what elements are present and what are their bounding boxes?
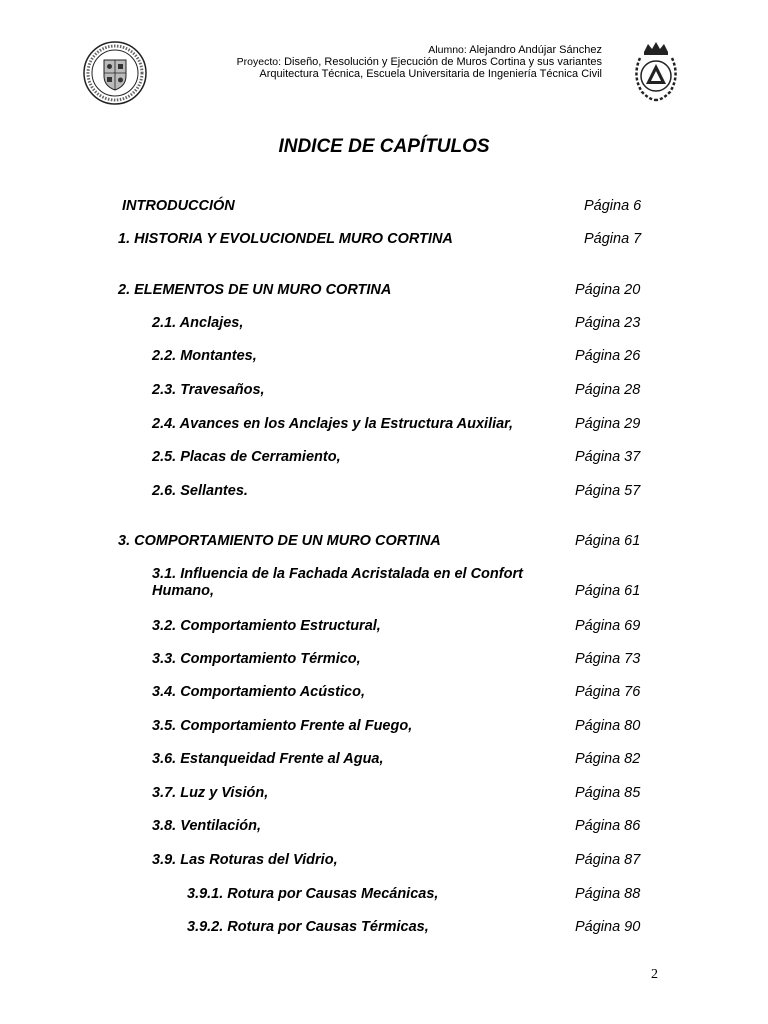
toc-entry-label: 3.2. Comportamiento Estructural, <box>152 618 381 634</box>
page-header <box>0 0 768 110</box>
toc-entry-label: 2.4. Avances en los Anclajes y la Estructura Auxiliar, <box>152 416 514 432</box>
toc-entry-label: 1. HISTORIA Y EVOLUCIONDEL MURO CORTINA <box>118 231 453 247</box>
school-crest-icon <box>628 38 684 104</box>
toc-entry-label: 3.9.1. Rotura por Causas Mecánicas, <box>187 886 439 902</box>
toc-entry-label: 2.5. Placas de Cerramiento, <box>152 449 341 465</box>
toc-entry-page: Página 7 <box>584 231 642 247</box>
toc-entry-label: 3.6. Estanqueidad Frente al Agua, <box>152 751 384 767</box>
toc-entry-page: Página 57 <box>575 483 641 499</box>
toc-entry-page: Página 90 <box>575 919 641 935</box>
university-seal-icon <box>82 40 148 106</box>
toc-entry-label: 3.8. Ventilación, <box>152 818 262 834</box>
proyecto-label: Proyecto: <box>236 56 281 68</box>
toc-entry-page: Página 88 <box>575 886 641 902</box>
header-text-block <box>237 44 602 80</box>
toc-entry-page: Página 26 <box>575 348 641 364</box>
toc-entry-label: 3.7. Luz y Visión, <box>152 785 269 801</box>
toc-entry-page: Página 37 <box>575 449 641 465</box>
toc-entry-label: 3.5. Comportamiento Frente al Fuego, <box>152 718 413 734</box>
toc-entry-label: 3.9. Las Roturas del Vidrio, <box>152 852 338 868</box>
toc-entry-label: 3.1. Influencia de la Fachada Acristalada en el Confort <box>152 566 523 582</box>
toc-entry-label: 2.3. Travesaños, <box>152 382 265 398</box>
proyecto-title: Diseño, Resolución y Ejecución de Muros Cortina y sus variantes <box>284 56 602 68</box>
toc-entry-page: Página 69 <box>575 618 641 634</box>
toc-entry-page: Página 73 <box>575 651 641 667</box>
toc-entry-page: Página 80 <box>575 718 641 734</box>
toc-entry-page: Página 76 <box>575 684 641 700</box>
toc-entry-label-continued: Humano, <box>152 583 215 599</box>
toc-entry-label: 3.3. Comportamiento Térmico, <box>152 651 361 667</box>
toc-entry-page: Página 61 <box>575 533 641 549</box>
alumno-label: Alumno: <box>428 44 467 56</box>
alumno-name: Alejandro Andújar Sánchez <box>469 44 602 56</box>
toc-entry-page: Página 86 <box>575 818 641 834</box>
toc-entry-label: 2. ELEMENTOS DE UN MURO CORTINA <box>118 282 392 298</box>
toc-entry-page: Página 6 <box>584 198 642 214</box>
toc-entry-page: Página 61 <box>575 583 641 599</box>
toc-entry-label: 2.2. Montantes, <box>152 348 257 364</box>
toc-entry-label: 2.1. Anclajes, <box>152 315 244 331</box>
toc-entry-page: Página 29 <box>575 416 641 432</box>
toc-entry-page: Página 28 <box>575 382 641 398</box>
page-title: INDICE DE CAPÍTULOS <box>278 136 490 157</box>
toc-entry-page: Página 87 <box>575 852 641 868</box>
toc-entry-page: Página 85 <box>575 785 641 801</box>
toc-entry-label: 3. COMPORTAMIENTO DE UN MURO CORTINA <box>118 533 441 549</box>
toc-entry-label: 2.6. Sellantes. <box>152 483 248 499</box>
page-number: 2 <box>651 967 658 982</box>
toc-entry-page: Página 23 <box>575 315 641 331</box>
toc-entry-label: INTRODUCCIÓN <box>122 198 235 214</box>
toc-entry-page: Página 20 <box>575 282 641 298</box>
school-name: Arquitectura Técnica, Escuela Universitaria de Ingeniería Técnica Civil <box>259 68 602 80</box>
toc-entry-page: Página 82 <box>575 751 641 767</box>
toc-entry-label: 3.4. Comportamiento Acústico, <box>152 684 365 700</box>
toc-entry-label: 3.9.2. Rotura por Causas Térmicas, <box>187 919 429 935</box>
